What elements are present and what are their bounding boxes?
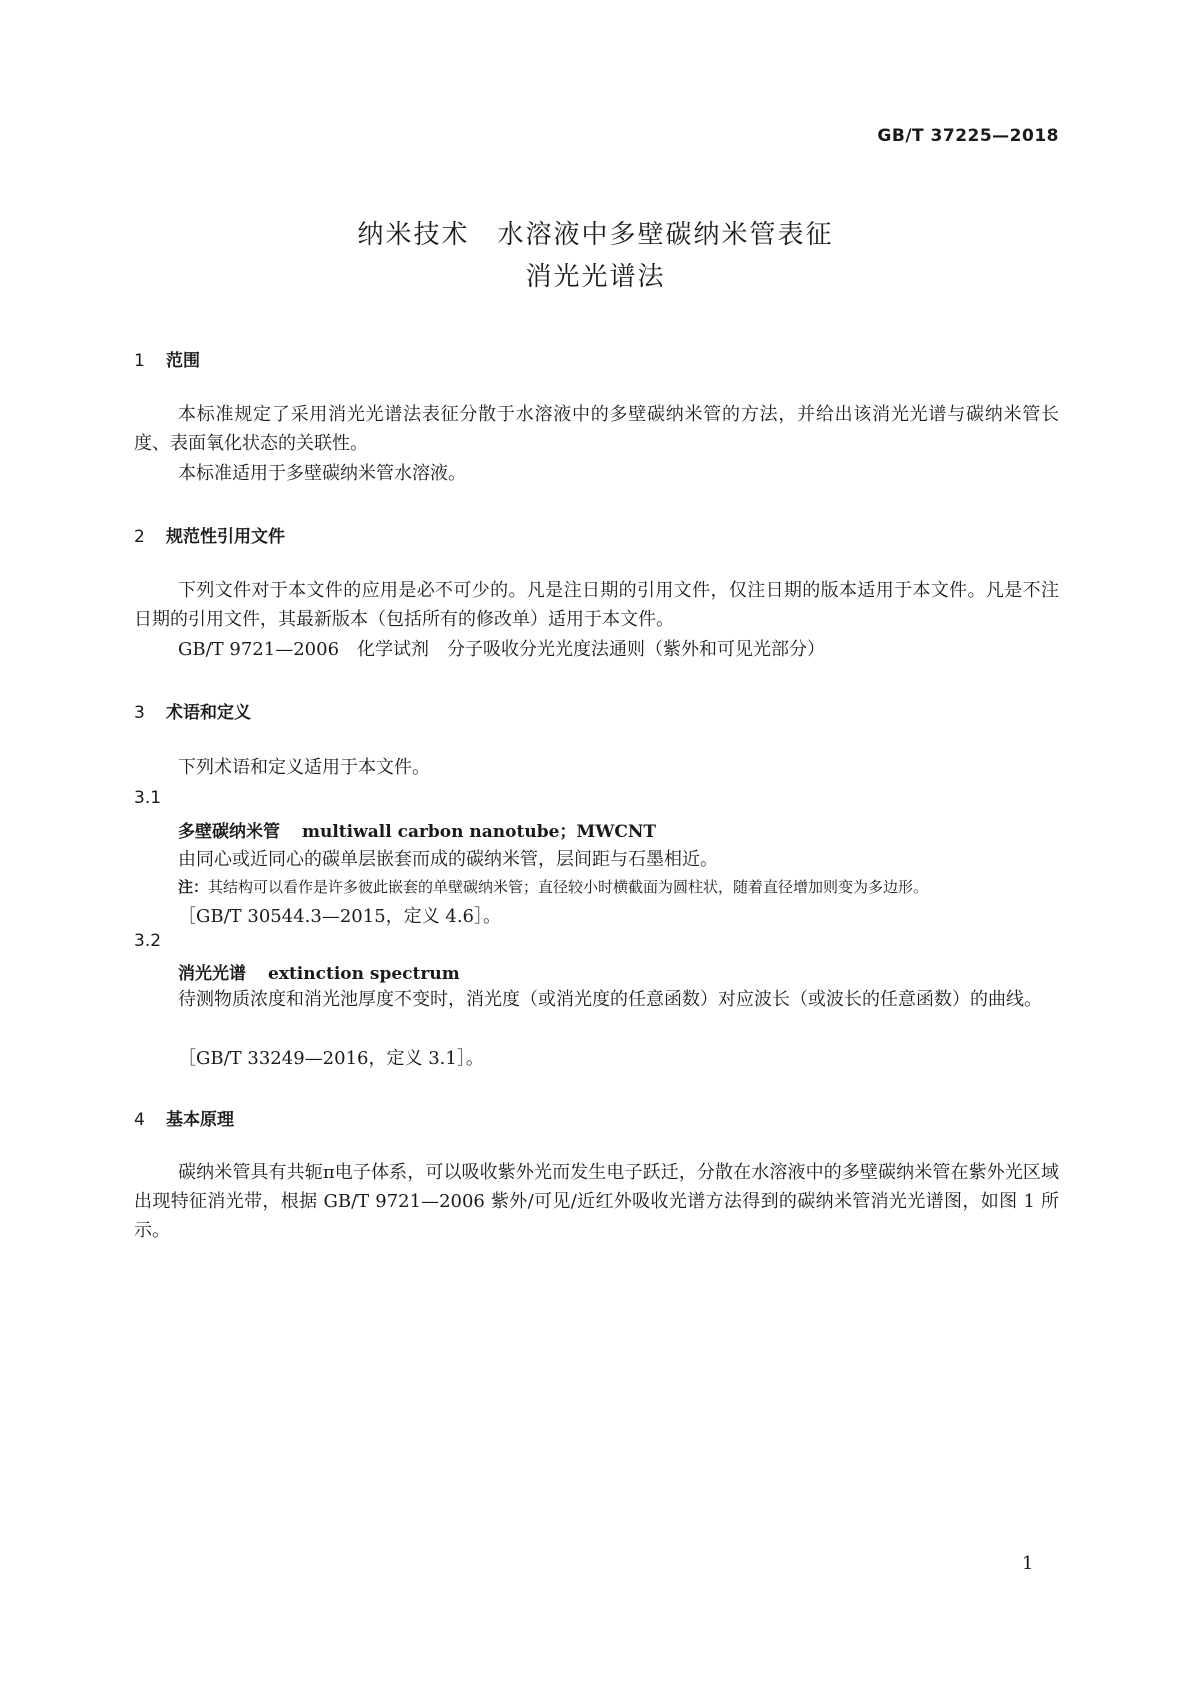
section-2-paragraph-1: 下列文件对于本文件的应用是必不可少的。凡是注日期的引用文件，仅注日期的版本适用于本文件。凡是不注日期的引用文件，其最新版本（包括所有的修改单）适用于本文件。	[134, 580, 1059, 630]
section-number: 3	[134, 703, 145, 723]
note-label: 注：	[178, 878, 209, 896]
term-zh: 多壁碳纳米管	[178, 822, 280, 842]
standard-code: GB/T 37225—2018	[877, 126, 1059, 146]
section-title: 规范性引用文件	[166, 527, 285, 547]
section-1-heading	[134, 346, 200, 371]
section-1-paragraph-1: 本标准规定了采用消光光谱法表征分散于水溶液中的多壁碳纳米管的方法，并给出该消光光谱与碳纳米管长度、表面氧化状态的关联性。	[134, 404, 1059, 454]
section-title: 范围	[166, 351, 200, 371]
term-3-1-definition: 由同心或近同心的碳单层嵌套而成的碳纳米管，层间距与石墨相近。	[178, 849, 718, 870]
section-number: 2	[134, 527, 145, 547]
term-3-2	[178, 959, 460, 984]
term-3-2-number: 3.2	[134, 931, 162, 951]
title-part1: 纳米技术	[357, 220, 470, 250]
section-title: 术语和定义	[166, 703, 251, 723]
term-zh: 消光光谱	[178, 964, 246, 984]
section-1-paragraph-2: 本标准适用于多壁碳纳米管水溶液。	[178, 463, 466, 484]
term-3-1-note	[178, 876, 928, 897]
section-title: 基本原理	[166, 1110, 234, 1130]
term-3-2-source: ［GB/T 33249—2016，定义 3.1］。	[178, 1048, 484, 1069]
term-3-1-source: ［GB/T 30544.3—2015，定义 4.6］。	[178, 906, 501, 927]
term-3-1	[178, 817, 656, 842]
page-number: 1	[1022, 1553, 1034, 1574]
term-en: extinction spectrum	[268, 964, 460, 984]
document-title-line1	[0, 214, 1191, 251]
section-number: 4	[134, 1110, 145, 1130]
section-3-intro: 下列术语和定义适用于本文件。	[178, 757, 430, 778]
section-4-heading	[134, 1105, 234, 1130]
title-part2: 水溶液中多壁碳纳米管表征	[497, 220, 834, 250]
section-2-heading	[134, 522, 285, 547]
term-3-1-number: 3.1	[134, 788, 162, 808]
section-4-paragraph-1: 碳纳米管具有共轭π电子体系，可以吸收紫外光而发生电子跃迁，分散在水溶液中的多壁碳纳米管在紫外光区域出现特征消光带，根据 GB/T 9721—2006 紫外/可见/近红外吸收光谱方法得到的碳纳米管消光光谱图，如图 1 所示。	[134, 1162, 1059, 1241]
note-text: 其结构可以看作是许多彼此嵌套的单壁碳纳米管；直径较小时横截面为圆柱状，随着直径增加则变为多边形。	[208, 878, 929, 896]
term-3-2-definition: 待测物质浓度和消光池厚度不变时，消光度（或消光度的任意函数）对应波长（或波长的任意函数）的曲线。	[178, 989, 1042, 1010]
term-en: multiwall carbon nanotube；MWCNT	[302, 822, 657, 842]
section-number: 1	[134, 351, 145, 371]
section-3-heading	[134, 698, 251, 723]
document-title-line2: 消光光谱法	[525, 262, 666, 292]
normative-reference: GB/T 9721—2006 化学试剂 分子吸收分光光度法通则（紫外和可见光部分）	[178, 639, 826, 660]
